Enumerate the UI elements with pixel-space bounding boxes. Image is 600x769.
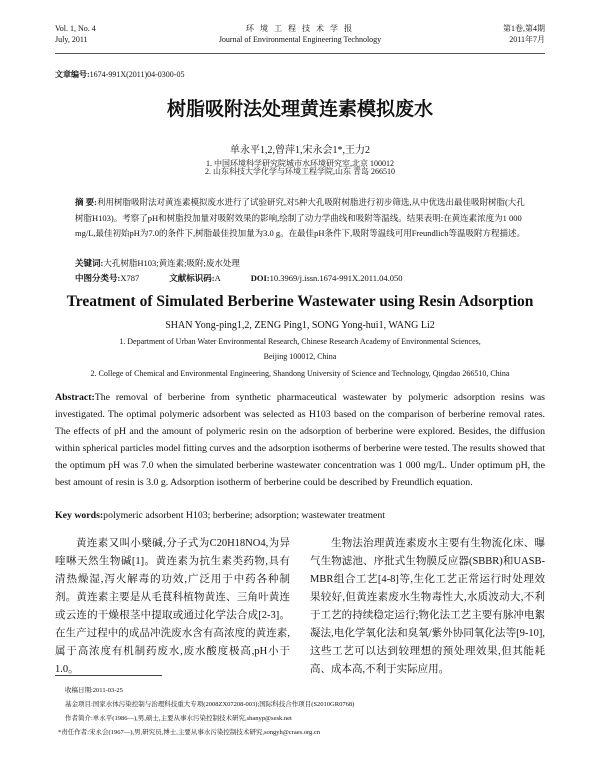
abstract-en: Abstract:The removal of berberine from synthetic pharmaceutical wastewater by polymeric adsorption resins was investigated. The optimal polymeric adsorbent was selected as H103 based on the comparison of berberine removal rates. The effects of pH and the amount of polymeric resin on the adsorption of berberine were explored. Besides, the diffusion within spherical particles model fitting curves and the adsorption isotherms of berberine were tested. The results showed that the optimum pH was 7.0 when the simulated berberine wastewater concentration was 1 000 mg/L. Under optimum pH, the best amount of resin is 3.0 g. Adsorption isotherm of berberine could be described by Freundlich equation. xyxy=(55,392,545,488)
footnotes: 收稿日期:2011-03-25 基金项目:国家水体污染控制与治理科技重大专项(2008ZX07208-003);国际科技合作项目(S2010GR0768) 作者简介:单永平(1986—),男,硕士,主要从事水污染控制技术研究,shanyp@sesk.net *责任作者:宋永会(1967—),男,研究员,博士,主要从事水污染控制技术研究,songyh@craes.org.cn xyxy=(58,687,355,736)
page-title: 树脂吸附法处理黄连素模拟废水 xyxy=(166,98,433,120)
authors-en: SHAN Yong-ping1,2, ZENG Ping1, SONG Yong-hui1, WANG Li2 xyxy=(165,320,435,331)
abstract-cn: 摘 要:利用树脂吸附法对黄连素模拟废水进行了试验研究,对5种大孔吸附树脂进行初步筛选,从中优选出最佳吸附树脂(大孔树脂H103)。考察了pH和树脂投加量对吸附效果的影响,绘制了动力学曲线和吸附等温线。结果表明:在黄连素浓度为1 000 mg/L,最佳初始pH为7.0的条件下,树脂最佳投加量为3.0 g。在最佳pH条件下,吸附等温线可用Freundlich等温吸附方程描述。 xyxy=(75,197,526,238)
affiliation-en-2: 2. College of Chemical and Environmental Engineering, Shandong University of Science and Technology, Qingdao 266510, China xyxy=(90,369,510,378)
body-right-column: 生物法治理黄连素废水主要有生物流化床、曝气生物滤池、序批式生物膜反应器(SBBR)和UASB-MBR组合工艺[4-8]等,生化工艺正常运行时处理效果较好,但黄连素废水生物毒性大,水质波动大,不利于工艺的持续稳定运行;物化法工艺主要有脉冲电絮凝法,电化学氧化法和臭氧/紫外协同氧化法等[9-10],这些工艺可以达到较理想的预处理效果,但其能耗高、成本高,不利于实际应用。 xyxy=(310,538,545,675)
classification: 中图分类号:X787 文献标识码:A DOI:10.3969/j.issn.1674-991X.2011.04.050 xyxy=(75,273,403,283)
journal-name: 环 境 工 程 技 术 学 报 Journal of Environmental Engineering Technology xyxy=(218,24,382,44)
authors-cn: 单永平1,2,曾萍1,宋永会1*,王力2 xyxy=(230,145,370,156)
affiliation-en-1: 1. Department of Urban Water Environmental Research, Chinese Research Academy of Environmental Sciences, xyxy=(119,337,481,346)
affiliation-cn-1: 1. 中国环境科学研究院城市水环境研究室,北京 100012 xyxy=(206,159,394,168)
volume-info: Vol. 1, No. 4 July, 2011 xyxy=(55,24,96,44)
header-rule xyxy=(55,53,545,54)
volume-info-cn: 第1卷,第4期 2011年7月 xyxy=(503,24,545,44)
title-en: Treatment of Simulated Berberine Wastewater using Resin Adsorption xyxy=(66,293,534,310)
article-number: 文章编号:1674-991X(2011)04-0300-05 xyxy=(55,70,185,79)
affiliation-cn-2: 2. 山东科技大学化学与环境工程学院,山东 青岛 266510 xyxy=(205,167,395,176)
keywords-en: Key words:polymeric adsorbent H103; berberine; adsorption; wastewater treatment xyxy=(55,510,386,521)
footnote-rule xyxy=(55,675,162,676)
body-left-column: 黄连素又叫小檗碱,分子式为C20H18NO4,为异喹啉天然生物碱[1]。黄连素为抗生素类药物,具有清热燥湿,泻火解毒的功效,广泛用于中药各种制剂。黄连素主要是从毛茛科植物黄连、三角叶黄连或云连的干燥根茎中提取或通过化学法合成[2-3]。在生产过程中的成品冲洗废水含有高浓度的黄连素,属于高浓度有机制药废水,废水酸度极高,pH小于1.0。 xyxy=(55,538,290,675)
keywords-cn: 关键词:大孔树脂H103;黄连素;吸附;废水处理 xyxy=(75,258,240,268)
affiliation-en-1b: Beijing 100012, China xyxy=(263,352,337,361)
